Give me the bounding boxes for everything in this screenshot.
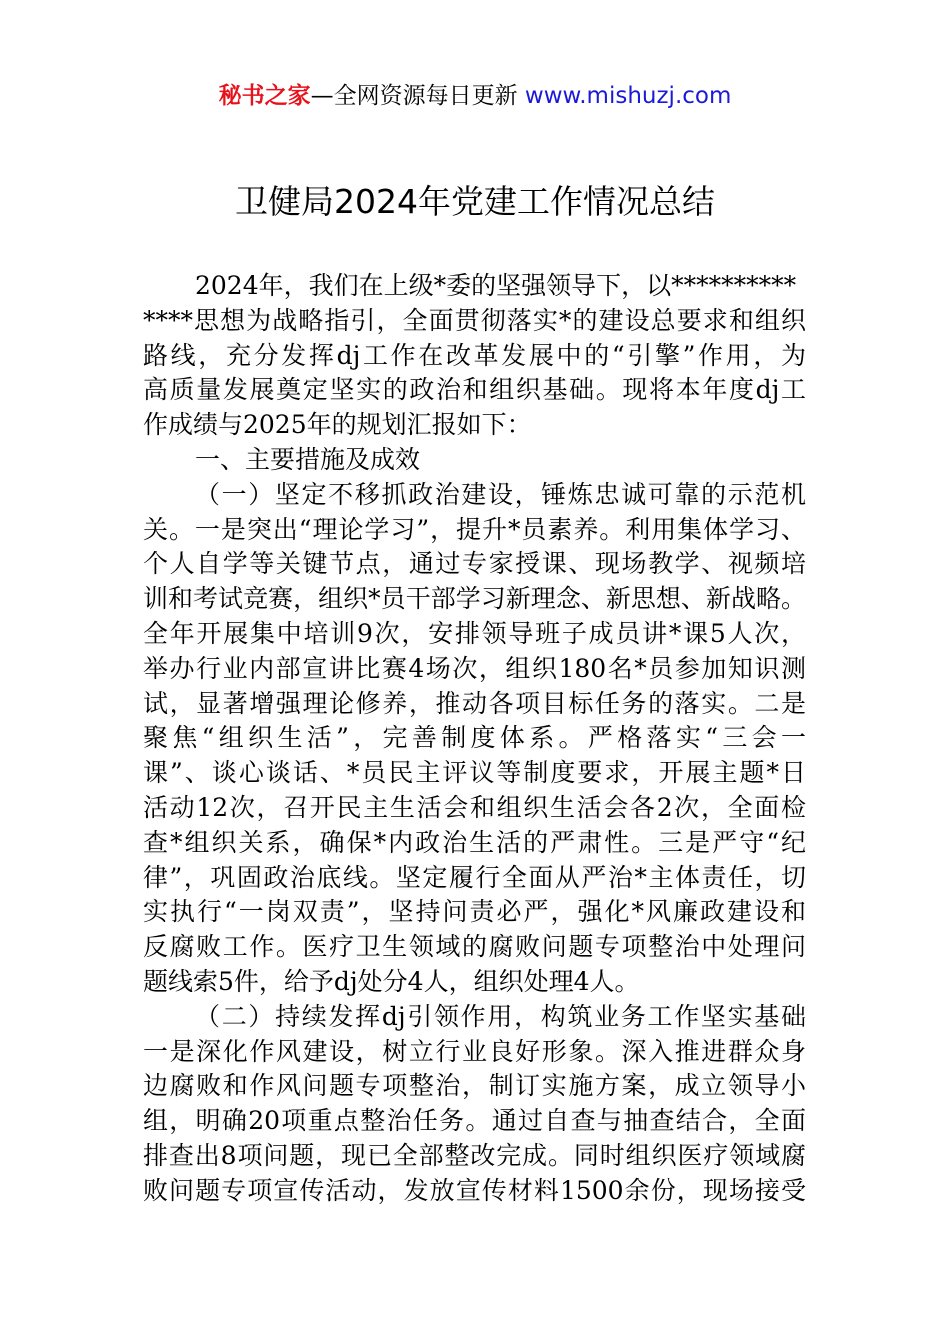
body-line: 全年开展集中培训9次，安排领导班子成员讲*课5人次， xyxy=(143,618,806,648)
body-line: 查*组织关系，确保*内政治生活的严肃性。三是严守“纪 xyxy=(143,827,806,857)
site-banner xyxy=(0,80,950,112)
body-line: 聚焦“组织生活”，完善制度体系。严格落实“三会一 xyxy=(143,723,806,753)
body-line: 排查出8项问题，现已全部整改完成。同时组织医疗领域腐 xyxy=(143,1140,806,1170)
body-line: 作成绩与2025年的规划汇报如下： xyxy=(143,410,532,440)
body-line: 败问题专项宣传活动，发放宣传材料1500余份，现场接受 xyxy=(143,1175,806,1205)
body-line: 题线索5件，给予dj处分4人，组织处理4人。 xyxy=(143,966,640,996)
body-line: 一是深化作风建设，树立行业良好形象。深入推进群众身 xyxy=(143,1036,806,1066)
body-line: 实执行“一岗双责”，坚持问责必严，强化*风廉政建设和 xyxy=(143,897,806,927)
body-line: 训和考试竞赛，组织*员干部学习新理念、新思想、新战略。 xyxy=(143,584,806,614)
banner-brand: 秘书之家 xyxy=(218,83,311,109)
body-line: 律”，巩固政治底线。坚定履行全面从严治*主体责任，切 xyxy=(143,862,806,892)
subsection-heading: （一）坚定不移抓政治建设，锤炼忠诚可靠的示范机 xyxy=(195,479,806,509)
document-body xyxy=(143,269,806,1209)
body-line: 关。一是突出“理论学习”，提升*员素养。利用集体学习、 xyxy=(143,514,806,544)
banner-tagline: —全网资源每日更新 xyxy=(310,83,525,109)
body-line: 个人自学等关键节点，通过专家授课、现场教学、视频培 xyxy=(143,549,806,579)
body-line: 组，明确20项重点整治任务。通过自查与抽查结合，全面 xyxy=(143,1106,806,1136)
body-line: 路线，充分发挥dj工作在改革发展中的“引擎”作用，为 xyxy=(143,340,806,370)
body-line: 2024年，我们在上级*委的坚强领导下，以********** xyxy=(195,271,797,300)
body-line: 活动12次，召开民主生活会和组织生活会各2次，全面检 xyxy=(143,792,806,822)
body-line: ****思想为战略指引，全面贯彻落实*的建设总要求和组织 xyxy=(143,305,806,335)
body-line: 课”、谈心谈话、*员民主评议等制度要求，开展主题*日 xyxy=(143,758,806,788)
body-line: 边腐败和作风问题专项整治，制订实施方案，成立领导小 xyxy=(143,1071,806,1101)
body-line: 高质量发展奠定坚实的政治和组织基础。现将本年度dj工 xyxy=(143,375,806,405)
body-line: 举办行业内部宣讲比赛4场次，组织180名*员参加知识测 xyxy=(143,653,806,683)
section-heading: 一、主要措施及成效 xyxy=(195,444,421,474)
subsection-heading: （二）持续发挥dj引领作用，构筑业务工作坚实基础 xyxy=(195,1001,806,1031)
body-line: 试，显著增强理论修养，推动各项目标任务的落实。二是 xyxy=(143,688,806,718)
body-line: 反腐败工作。医疗卫生领域的腐败问题专项整治中处理问 xyxy=(143,932,806,962)
banner-url-link[interactable]: www.mishuzj.com xyxy=(524,83,732,109)
document-title: 卫健局2024年党建工作情况总结 xyxy=(235,182,715,221)
